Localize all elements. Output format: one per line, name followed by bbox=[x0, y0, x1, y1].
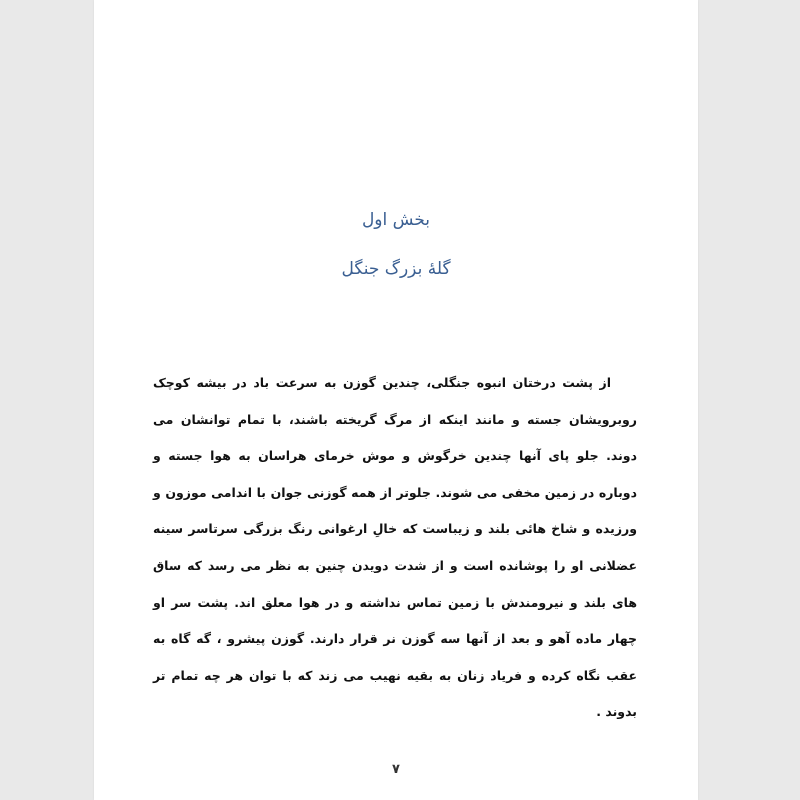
paragraph-line: از پشت درختان انبوه جنگلی، چندین گوزن به سرعت باد در بیشه کوچک bbox=[153, 375, 611, 390]
document-page bbox=[94, 0, 698, 800]
paragraph-line: بدوند . bbox=[596, 704, 637, 720]
part-title: بخش اول bbox=[361, 210, 431, 230]
paragraph-line: عضلانی او را پوشانده است و از شدت دویدن چنین به نظر می رسد که ساق bbox=[153, 557, 637, 573]
body-paragraph bbox=[153, 365, 637, 731]
page-number: ۷ bbox=[392, 762, 400, 777]
paragraph-line: روبرویشان جسته و مانند اینکه از مرگ گریخته باشند، با تمام توانشان می bbox=[153, 411, 637, 427]
paragraph-line: ورزیده و شاخ هائی بلند و زیباست که خالِ ارغوانی رنگ بزرگی سرتاسر سینه bbox=[153, 521, 637, 537]
paragraph-line: عقب نگاه کرده و فریاد زنان به بقیه نهیب می زند که با توان هر چه تمام تر bbox=[153, 667, 637, 683]
chapter-title: گلهٔ بزرگ جنگل bbox=[341, 259, 451, 279]
paragraph-line: دوباره در زمین مخفی می شوند. جلوتر از همه گوزنی جوان با اندامی موزون و bbox=[153, 484, 637, 500]
paragraph-line: های بلند و نیرومندش با زمین تماس نداشته و در هوا معلق اند. پشت سر او bbox=[153, 594, 637, 610]
paragraph-line: چهار ماده آهو و بعد از آنها سه گوزن نر قرار دارند. گوزن پیشرو ، گه گاه به bbox=[153, 631, 637, 647]
paragraph-line: دوند. جلو پای آنها چندین خرگوش و موش خرمای هراسان به هوا جسته و bbox=[153, 448, 637, 464]
